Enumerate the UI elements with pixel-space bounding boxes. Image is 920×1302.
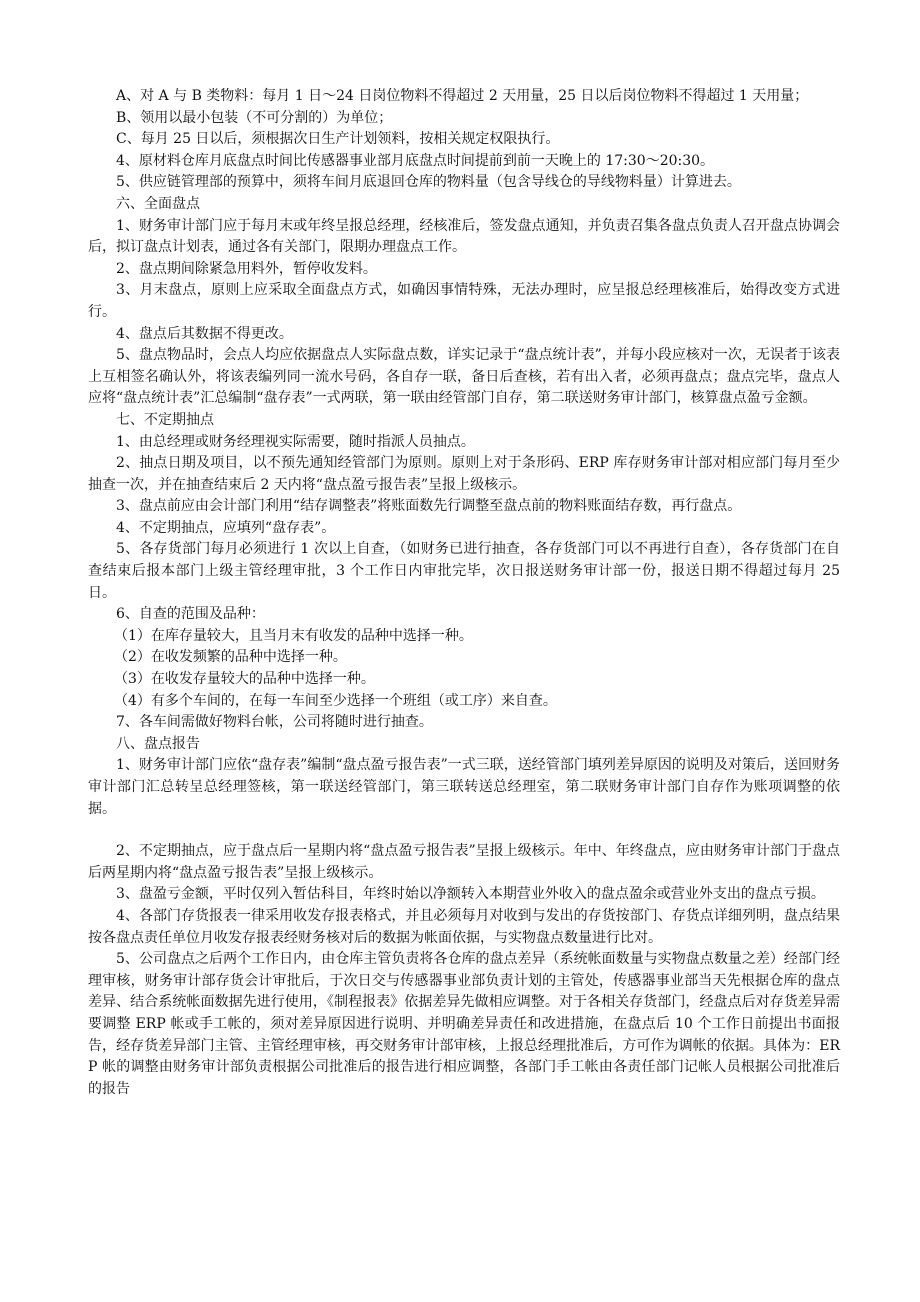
paragraph-spot-2: 2、抽点日期及项目，以不预先通知经管部门为原则。原则上对于条形码、ERP 库存财务审计部对相应部门每月至少抽查一次，并在抽查结束后 2 天内将“盘点盈亏报告表”呈报上级核示。 (88, 455, 840, 493)
paragraph-full-2: 2、盘点期间除紧急用料外，暂停收发料。 (116, 260, 377, 277)
paragraph-c-items: C、每月 25 日以后，须根据次日生产计划领料，按相关规定权限执行。 (116, 131, 560, 148)
paragraph-full-3: 3、月末盘点，原则上应采取全面盘点方式，如确因事情特殊，无法办理时，应呈报总经理核准后，始得改变方式进行。 (88, 282, 840, 320)
paragraph-spot-7: 7、各车间需做好物料台帐，公司将随时进行抽查。 (116, 714, 433, 731)
paragraph-a-items: A、对 A 与 B 类物料：每月 1 日～24 日岗位物料不得超过 2 天用量，25 日以后岗位物料不得超过 1 天用量； (116, 88, 809, 104)
paragraph-report-4: 4、各部门存货报表一律采用收发存报表格式，并且必须每月对收到与发出的存货按部门、存货点详细列明，盘点结果按各盘点责任单位月收发存报表经财务核对后的数据为帐面依据，与实物盘点数量进行比对。 (88, 907, 840, 946)
list-item-scope-3: （3）在收发存量较大的品种中选择一种。 (114, 671, 375, 688)
paragraph-spot-5: 5、各存货部门每月必须进行 1 次以上自查，（如财务已进行抽查，各存货部门可以不再进行自查），各存货部门在自查结束后报本部门上级主管经理审批，3 个工作日内审批完毕，次日报送财务审计部一份，报送日期不得超过每月 25 日。 (88, 541, 840, 601)
paragraph-spot-4: 4、不定期抽点，应填列“盘存表”。 (116, 519, 336, 536)
list-item-scope-2: （2）在收发频繁的品种中选择一种。 (114, 649, 347, 666)
document-page (88, 86, 840, 1100)
section-heading-full-inventory: 六、全面盘点 (116, 195, 200, 212)
list-item-scope-4: （4）有多个车间的，在每一车间至少选择一个班组（或工序）来自查。 (114, 692, 557, 709)
paragraph-5-supply-chain: 5、供应链管理部的预算中，须将车间月底退回仓库的物料量（包含导线仓的导线物料量）计算进去。 (116, 174, 741, 191)
paragraph-b-items: B、领用以最小包装（不可分割的）为单位； (116, 109, 393, 126)
list-item-scope-1: （1）在库存量较大，且当月末有收发的品种中选择一种。 (114, 627, 473, 644)
paragraph-report-2: 2、不定期抽点，应于盘点后一星期内将“盘点盈亏报告表”呈报上级核示。年中、年终盘点，应由财务审计部门于盘点后两星期内将“盘点盈亏报告表”呈报上级核示。 (88, 843, 840, 881)
section-heading-report: 八、盘点报告 (116, 735, 200, 752)
paragraph-full-4: 4、盘点后其数据不得更改。 (116, 325, 293, 342)
paragraph-report-1: 1、财务审计部门应依“盘存表”编制“盘点盈亏报告表”一式三联，送经管部门填列差异原因的说明及对策后，送回财务审计部门汇总转呈总经理签核，第一联送经管部门，第三联转送总经理室，第二联财务审计部门自存作为账项调整的依据。 (88, 757, 840, 817)
paragraph-gap (88, 820, 840, 841)
section-heading-spot-check: 七、不定期抽点 (116, 411, 214, 428)
paragraph-spot-3: 3、盘点前应由会计部门利用“结存调整表”将账面数先行调整至盘点前的物料账面结存数，再行盘点。 (116, 498, 742, 515)
paragraph-full-5: 5、盘点物品时，会点人均应依据盘点人实际盘点数，详实记录于“盘点统计表”，并每小段应核对一次，无误者于该表上互相签名确认外，将该表编列同一流水号码，各自存一联，备日后查核，若有出入者，必须再盘点；盘点完毕，盘点人应将“盘点统计表”汇总编制“盘存表”一式两联，第一联由经管部门自存，第二联送财务审计部门，核算盘点盈亏金额。 (88, 347, 840, 407)
paragraph-report-3: 3、盘盈亏金额，平时仅列入暂估科目，年终时始以净额转入本期营业外收入的盘点盈余或营业外支出的盘点亏损。 (116, 886, 825, 903)
paragraph-report-5: 5、公司盘点之后两个工作日内，由仓库主管负责将各仓库的盘点差异（系统帐面数量与实物盘点数量之差）经部门经理审核，财务审计部存货会计审批后，于次日交与传感器事业部负责计划的主管处，传感器事业部当天先根据仓库的盘点差异、结合系统帐面数据先进行使用，《制程报表》依据差异先做相应调整。对于各相关存货部门，经盘点后对存货差异需要调整 ERP 帐或手工帐的，须对差异原因进行说明、并明确差异责任和改进措施，在盘点后 10 个工作日前提出书面报告，经存货差异部门主管、主管经理审核，再交财务审计部审核，上报总经理批准后，方可作为调帐的依据。具体为：ERP 帐的调整由财务审计部负责根据公司批准后的报告进行相应调整，各部门手工帐由各责任部门记帐人员根据公司批准后的报告 (88, 951, 840, 1097)
paragraph-spot-6: 6、自查的范围及品种： (116, 606, 265, 623)
paragraph-4-warehouse-time: 4、原材料仓库月底盘点时间比传感器事业部月底盘点时间提前到前一天晚上的 17:30～20:30。 (116, 152, 715, 169)
paragraph-spot-1: 1、由总经理或财务经理视实际需要，随时指派人员抽点。 (116, 433, 475, 450)
paragraph-full-1: 1、财务审计部门应于每月末或年终呈报总经理，经核准后，签发盘点通知，并负责召集各盘点负责人召开盘点协调会后，拟订盘点计划表，通过各有关部门，限期办理盘点工作。 (88, 217, 840, 256)
